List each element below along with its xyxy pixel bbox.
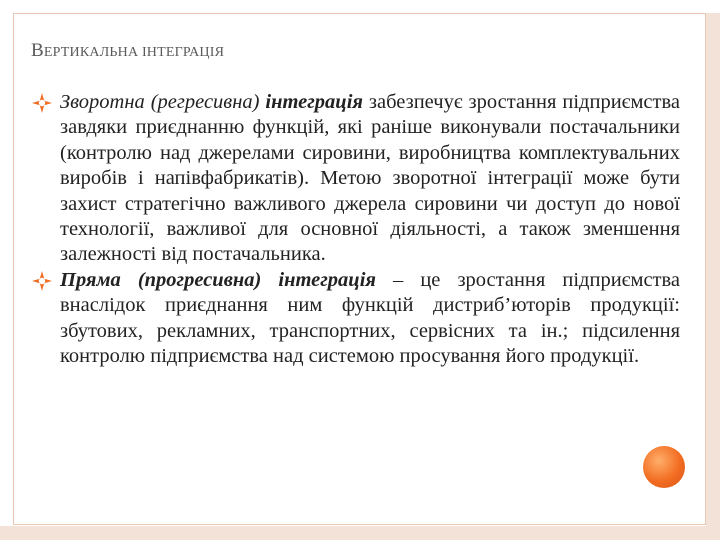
frame-shadow-bottom bbox=[0, 526, 720, 540]
title-rest: ЕРТИКАЛЬНА ІНТЕГРАЦІЯ bbox=[43, 45, 225, 60]
bullet-term: Зворотна (регресивна) bbox=[60, 91, 260, 113]
star-bullet-icon bbox=[32, 271, 52, 291]
star-bullet-icon bbox=[32, 93, 52, 113]
bullet-text: забезпечує зростання підприємства завдяки приєднанню функцій, які раніше виконували постачальники (контролю над джерелами сировини, виробництва комплектувальних виробів і напівфабрикатів). Метою зворотної інтеграції може бути захист стратегічно важливого джерела сировини чи доступ до нової технології, важливої для основної діяльності, а також зменшення залежності від постачальника. bbox=[60, 91, 680, 266]
bullet-item bbox=[30, 268, 680, 370]
frame-shadow-right bbox=[706, 13, 720, 540]
bullet-text: – це зростання підприємства внаслідок приєднання ним функцій дистриб’юторів продукції: збутових, рекламних, транспортних, сервісних та ін.; підсилення контролю підприємства над системою просування його продукції. bbox=[60, 268, 681, 368]
bullet-term-bold: інтеграція bbox=[278, 268, 376, 291]
slide-content bbox=[30, 90, 680, 369]
title-first-letter: В bbox=[31, 40, 44, 61]
bullet-item bbox=[30, 90, 680, 268]
orange-circle-icon bbox=[643, 446, 685, 488]
bullet-term: Пряма (прогресивна) bbox=[60, 268, 262, 291]
bullet-term-bold: інтеграція bbox=[265, 91, 363, 113]
slide-title bbox=[31, 40, 224, 62]
